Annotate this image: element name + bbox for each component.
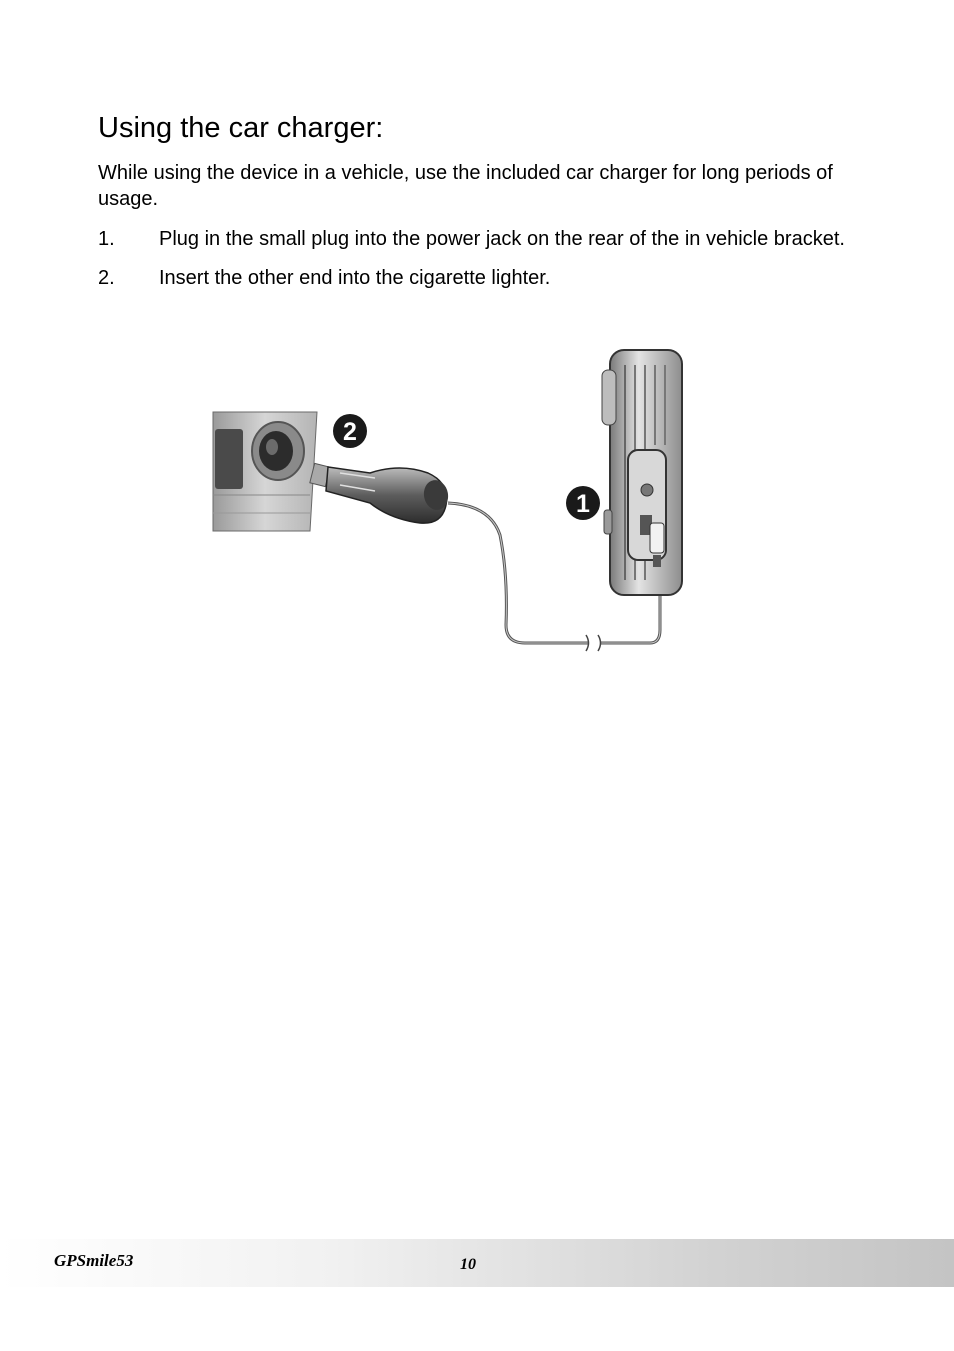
intro-paragraph: While using the device in a vehicle, use the included car charger for long periods of usage. bbox=[98, 162, 833, 210]
dashboard-socket-graphic bbox=[213, 412, 317, 531]
step-item-1 bbox=[98, 226, 868, 252]
car-charger-plug-graphic bbox=[310, 463, 451, 523]
step-number: 2. bbox=[98, 267, 115, 289]
footer-bar bbox=[0, 1239, 954, 1287]
step-number: 1. bbox=[98, 228, 115, 250]
footer-brand: GPSmile53 bbox=[54, 1251, 134, 1270]
callout-2-label: 2 bbox=[343, 418, 357, 446]
gps-device-graphic bbox=[602, 350, 682, 595]
page-number: 10 bbox=[460, 1256, 476, 1273]
steps-list bbox=[98, 226, 868, 304]
car-charger-illustration bbox=[210, 345, 690, 660]
section-heading: Using the car charger: bbox=[98, 112, 384, 144]
callout-1-label: 1 bbox=[576, 490, 590, 518]
callout-badge-1 bbox=[566, 486, 600, 520]
step-item-2 bbox=[98, 265, 868, 291]
callout-badge-2 bbox=[333, 414, 367, 448]
step-text: Plug in the small plug into the power jack on the rear of the in vehicle bracket. bbox=[159, 228, 845, 250]
step-text: Insert the other end into the cigarette lighter. bbox=[159, 267, 551, 289]
